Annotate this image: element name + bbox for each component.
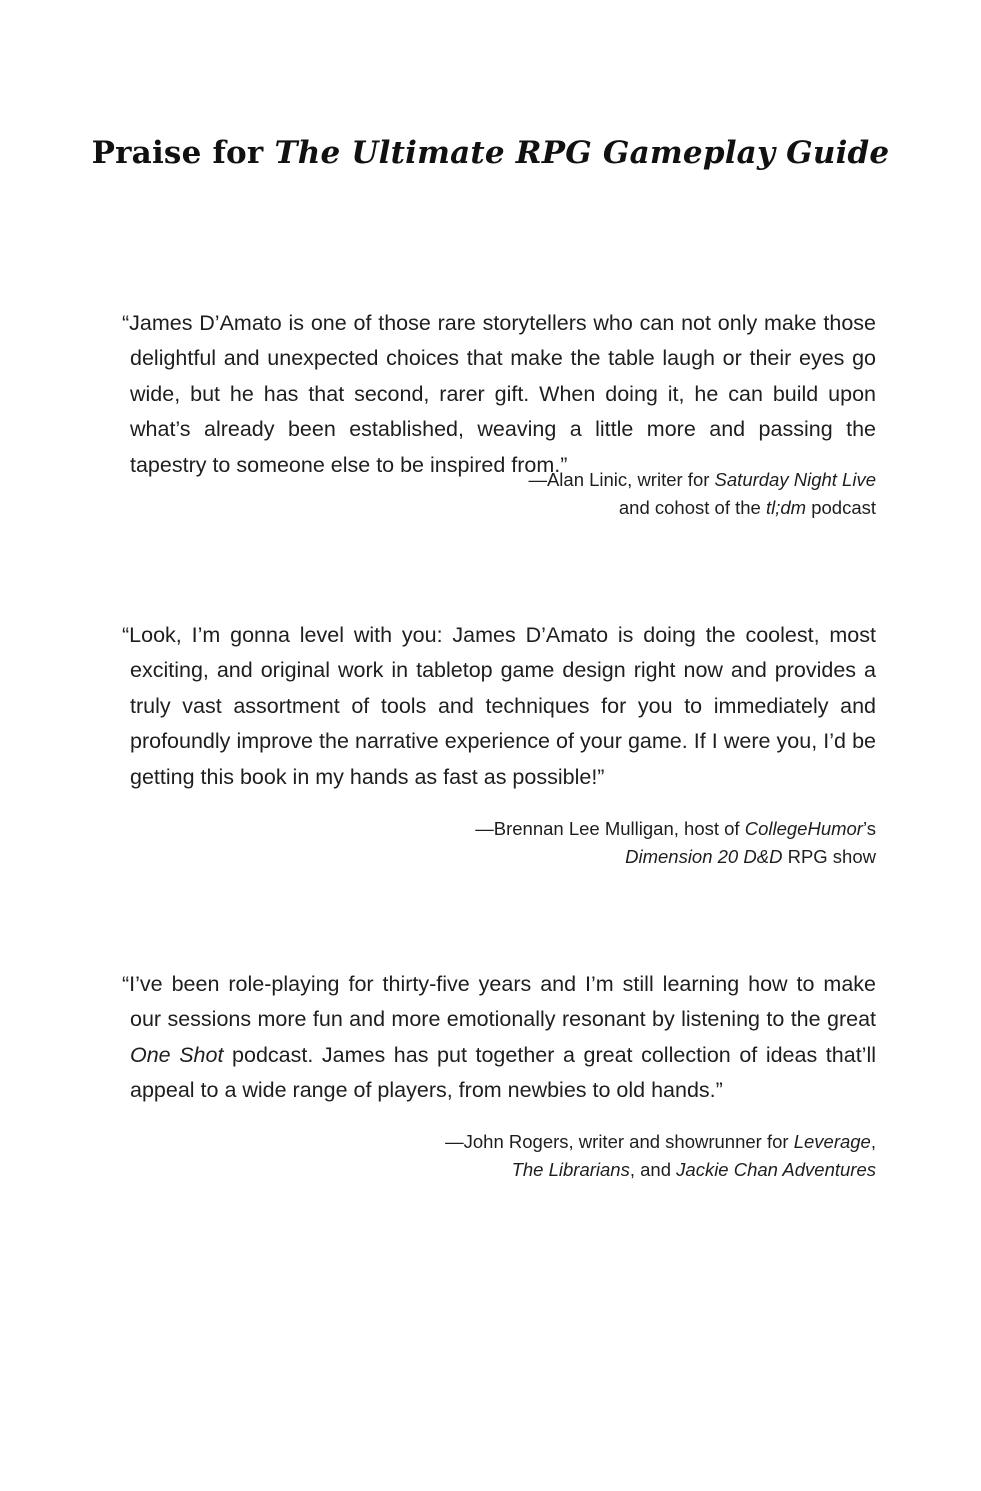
attribution-show-title: Jackie Chan Adventures (676, 1159, 876, 1180)
attribution-text: and cohost of the (618, 497, 766, 518)
attribution-line (276, 1156, 876, 1184)
title-book-name: The Ultimate RPG Gameplay Guide (274, 134, 890, 171)
attribution-show-title: Saturday Night Live (714, 469, 876, 490)
blurb-attribution-mulligan (276, 815, 876, 871)
blurb-attribution-rogers (276, 1128, 876, 1184)
attribution-line (276, 466, 876, 494)
attribution-show-title: The Librarians (511, 1159, 630, 1180)
attribution-company-name: CollegeHumor (744, 818, 863, 839)
attribution-text: —John Rogers, writer and showrunner for (445, 1131, 794, 1152)
attribution-text: —Alan Linic, writer for (528, 469, 715, 490)
attribution-line (276, 815, 876, 843)
quote-text: podcast. James has put together a great collection of ideas that’ll appeal to a wide range of players, from newbies to old hands.” (130, 1042, 876, 1102)
title-prefix: Praise for (91, 134, 275, 171)
blurb-quote-rogers (122, 967, 876, 1109)
attribution-podcast-title: tl;dm (765, 497, 807, 518)
attribution-text: podcast (806, 497, 876, 518)
attribution-text: ’s (862, 818, 876, 839)
attribution-show-title: Dimension 20 D&D (625, 846, 783, 867)
attribution-text: RPG show (782, 846, 876, 867)
blurb-quote-mulligan: “Look, I’m gonna level with you: James D’Amato is doing the coolest, most exciting, and original work in tabletop game design right now and provides a truly vast assortment of tools and techniques for you to immediately and profoundly improve the narrative experience of your game. If I were you, I’d be getting this book in my hands as fast as possible!” (122, 622, 876, 789)
quote-text: “I’ve been role-playing for thirty-five years and I’m still learning how to make our sessions more fun and more emotionally resonant by listening to the great (122, 971, 876, 1031)
quote-podcast-title: One Shot (130, 1042, 224, 1067)
blurb-quote-linic: “James D’Amato is one of those rare storytellers who can not only make those delightful and unexpected choices that make the table laugh or their eyes go wide, but he has that second, rarer gift. When doing it, he can build upon what’s already been established, weaving a little more and passing the tapestry to someone else to be inspired from.” (122, 310, 876, 477)
attribution-text: , and (629, 1159, 677, 1180)
attribution-show-title: Leverage (793, 1131, 871, 1152)
attribution-line (276, 843, 876, 871)
attribution-line (276, 494, 876, 522)
page-title (0, 135, 981, 171)
attribution-line (276, 1128, 876, 1156)
blurb-attribution-linic (276, 466, 876, 522)
attribution-text: , (870, 1131, 876, 1152)
attribution-text: —Brennan Lee Mulligan, host of (475, 818, 745, 839)
